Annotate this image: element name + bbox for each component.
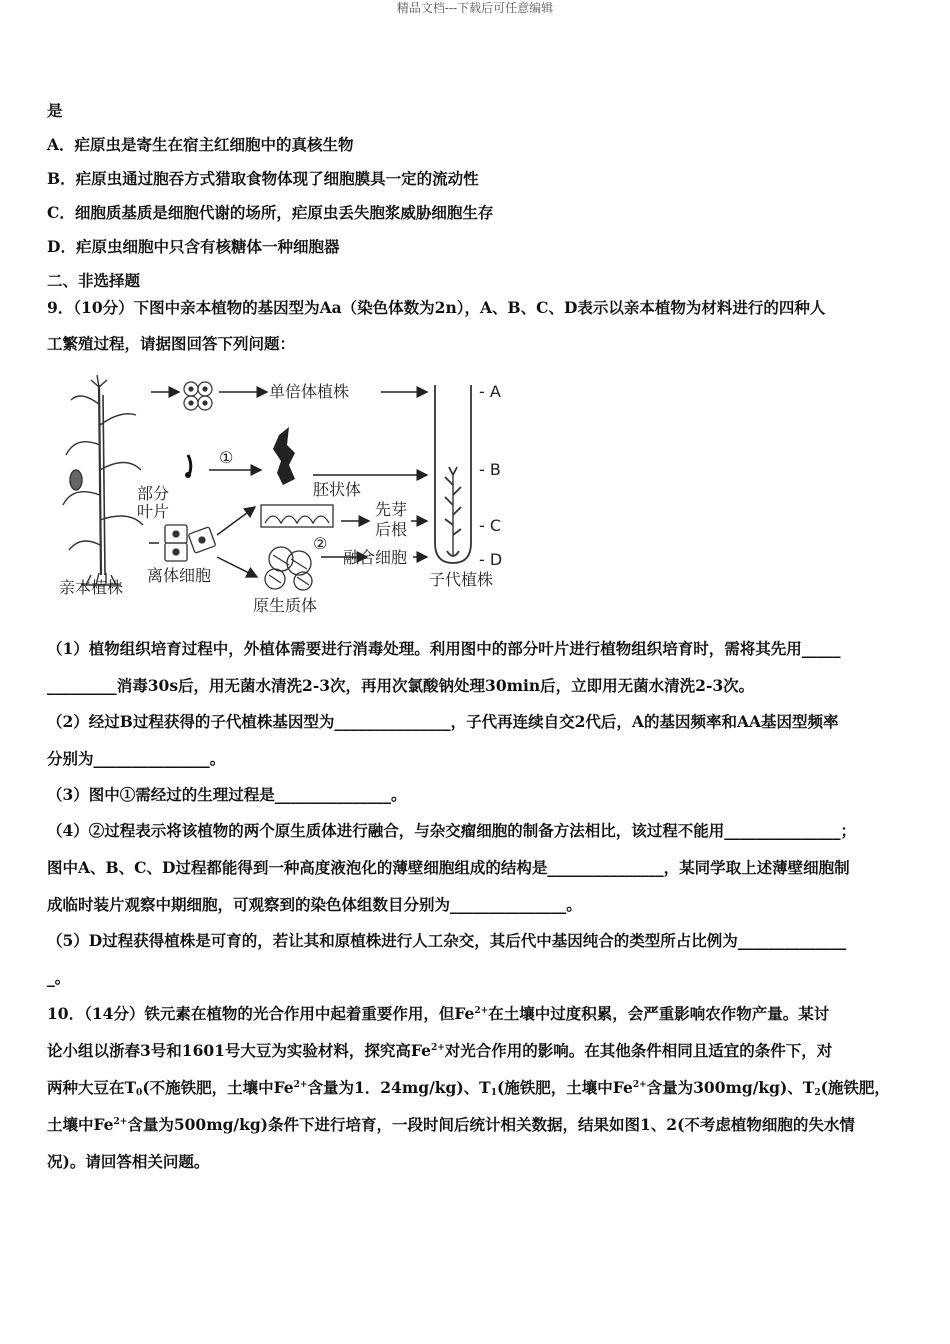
q9-stem-line2: 工繁殖过程，请据图回答下列问题：	[47, 334, 296, 353]
q9-part5-line1: （5）D过程获得植株是可育的，若让其和原植株进行人工杂交，其后代中基因纯合的类型所占比例为______________	[47, 931, 847, 950]
label-parent-plant: 亲本植株	[59, 578, 124, 597]
q8-option-a: A．疟原虫是寄生在宿主红细胞中的真核生物	[47, 135, 354, 154]
q9-part5-line2: _。	[47, 968, 71, 987]
q9-part3: （3）图中①需经过的生理过程是_______________。	[47, 785, 407, 804]
label-b: - B	[479, 460, 501, 479]
label-protoplast: 原生质体	[253, 596, 318, 615]
q9-part1-line2: _________消毒30s后，用无菌水清洗2-3次，再用次氯酸钠处理30min后，立即用无菌水清洗2-3次。	[47, 676, 755, 695]
page-header: 精品文档---下载后可任意编辑	[396, 1, 554, 15]
protoplasts-drawing	[265, 547, 312, 590]
culture-dish-drawing	[261, 505, 333, 527]
q8-option-c: C．细胞质基质是细胞代谢的场所，疟原虫丢失胞浆威胁细胞生存	[47, 203, 494, 222]
q9-part2-line1: （2）经过B过程获得的子代植株基因型为_______________，子代再连续自交2代后，A的基因频率和AA基因型频率	[47, 712, 839, 731]
q9-stem-line1: 9．（10分）下图中亲本植物的基因型为Aa（染色体数为2n），A、B、C、D表示以亲本植物为材料进行的四种人	[47, 298, 826, 317]
label-offspring: 子代植株	[429, 570, 494, 589]
label-a: - A	[479, 382, 501, 401]
label-bud-1: 先芽	[375, 500, 408, 519]
section-heading: 二、非选择题	[47, 271, 141, 290]
haploid-cells-drawing	[184, 382, 212, 410]
label-leaf-2: 叶片	[137, 502, 170, 521]
label-isolated-cells: 离体细胞	[147, 566, 212, 585]
q10-line5: 况)。请回答相关问题。	[47, 1152, 210, 1171]
q9-part4-line1: （4）②过程表示将该植物的两个原生质体进行融合，与杂交瘤细胞的制备方法相比，该过程不能用_______________；	[47, 821, 857, 840]
label-haploid: 单倍体植株	[269, 382, 350, 401]
label-bud-2: 后根	[375, 520, 408, 539]
q10-line3: 两种大豆在$T_0$(不施铁肥，土壤中$Fe^{2+}$含量为1．24mg/kg)、$T_1$(施铁肥，土壤中$Fe^{2+}$含量为300mg/kg)、$T_2$(施铁肥，	[47, 1078, 890, 1098]
q9-part4-line3: 成临时装片观察中期细胞，可观察到的染色体组数目分别为_______________。	[47, 895, 582, 914]
plant-tissue-culture-figure	[51, 375, 521, 620]
label-leaf-1: 部分	[137, 484, 170, 503]
label-step2: ②	[313, 534, 328, 553]
q8-option-b: B．疟原虫通过胞吞方式猎取食物体现了细胞膜具一定的流动性	[47, 169, 479, 188]
label-step1: ①	[219, 448, 234, 467]
label-d: - D	[479, 550, 503, 569]
q10-line1: 10．（14分）铁元素在植物的光合作用中起着重要作用，但$Fe^{2+}$在土壤中过度积累，会严重影响农作物产量。某讨	[47, 1004, 830, 1023]
label-c: - C	[479, 516, 502, 535]
q8-option-d: D．疟原虫细胞中只含有核糖体一种细胞器	[47, 237, 340, 256]
q9-part4-line2: 图中A、B、C、D过程都能得到一种高度液泡化的薄壁细胞组成的结构是_______________，某同学取上述薄壁细胞制	[47, 858, 850, 877]
label-fused-cells: 融合细胞	[343, 548, 408, 567]
q8-stem-tail: 是	[47, 101, 63, 120]
label-embryoid: 胚状体	[313, 480, 362, 499]
document-body	[47, 100, 907, 1173]
q9-part2-line2: 分别为_______________。	[47, 749, 226, 768]
q9-part1-line1: （1）植物组织培育过程中，外植体需要进行消毒处理。利用图中的部分叶片进行植物组织培育时，需将其先用_____	[47, 639, 841, 658]
test-tube-drawing	[435, 385, 471, 563]
isolated-cells-drawing	[165, 525, 216, 561]
q10-line4: 土壤中$Fe^{2+}$含量为500mg/kg)条件下进行培育，一段时间后统计相关数据，结果如图1、2(不考虑植物细胞的失水情	[47, 1115, 855, 1134]
parent-plant-drawing	[63, 375, 143, 585]
q10-line2: 论小组以浙春3号和1601号大豆为实验材料，探究高$Fe^{2+}$对光合作用的影响。在其他条件相同且适宜的条件下，对	[47, 1041, 833, 1060]
